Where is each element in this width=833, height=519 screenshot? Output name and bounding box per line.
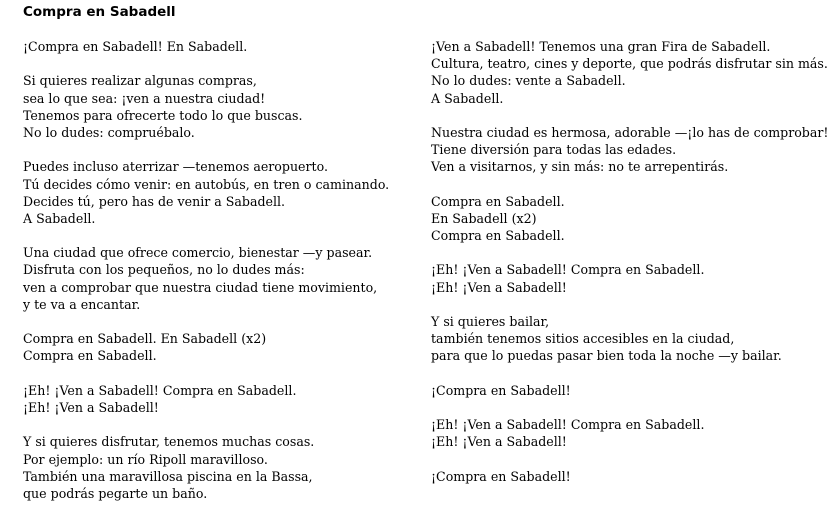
stanza xyxy=(23,244,418,313)
lyric-line: En Sabadell (x2) xyxy=(431,210,537,226)
lyric-line: Compra en Sabadell. xyxy=(431,193,565,209)
lyric-line: Compra en Sabadell. xyxy=(23,348,157,364)
stanza xyxy=(431,38,829,107)
stanza xyxy=(431,416,829,450)
lyric-line: Puedes incluso aterrizar —tenemos aeropuerto. xyxy=(23,159,328,175)
lyric-line: para que lo puedas pasar bien toda la noche —y bailar. xyxy=(431,348,782,364)
lyric-line: también tenemos sitios accesibles en la ciudad, xyxy=(431,331,735,347)
lyric-line: Si quieres realizar algunas compras, xyxy=(23,73,257,89)
lyric-line: Compra en Sabadell. xyxy=(431,228,565,244)
lyric-line: ¡Eh! ¡Ven a Sabadell! xyxy=(431,279,567,295)
lyric-line: Ven a visitarnos, y sin más: no te arrepentirás. xyxy=(431,159,729,175)
lyric-line: ¡Eh! ¡Ven a Sabadell! xyxy=(431,434,567,450)
lyric-line: También una maravillosa piscina en la Bassa, xyxy=(23,468,313,484)
lyric-line: Decides tú, pero has de venir a Sabadell. xyxy=(23,193,286,209)
lyric-line: No lo dudes: vente a Sabadell. xyxy=(431,73,626,89)
lyric-line: ¡Eh! ¡Ven a Sabadell! xyxy=(23,399,159,415)
stanza xyxy=(23,158,418,227)
lyric-line: ¡Ven a Sabadell! Tenemos una gran Fira de Sabadell. xyxy=(431,39,771,54)
lyric-line: Compra en Sabadell. En Sabadell (x2) xyxy=(23,331,267,347)
lyric-line: y te va a encantar. xyxy=(23,296,141,312)
lyric-line: A Sabadell. xyxy=(431,90,504,106)
document-title: Compra en Sabadell xyxy=(23,4,176,20)
lyric-line: Por ejemplo: un río Ripoll maravilloso. xyxy=(23,451,268,467)
stanza xyxy=(23,433,418,502)
lyric-line: sea lo que sea: ¡ven a nuestra ciudad! xyxy=(23,90,266,106)
lyric-line: No lo dudes: compruébalo. xyxy=(23,124,195,140)
stanza xyxy=(23,382,418,416)
stanza xyxy=(431,313,829,365)
stanza xyxy=(431,124,829,176)
lyric-line: ¡Compra en Sabadell! xyxy=(431,468,571,484)
lyric-line: ¡Eh! ¡Ven a Sabadell! Compra en Sabadell. xyxy=(431,262,705,278)
lyric-line: ¡Eh! ¡Ven a Sabadell! Compra en Sabadell. xyxy=(431,417,705,433)
stanza xyxy=(431,193,829,245)
stanza xyxy=(431,468,829,485)
lyric-line: Una ciudad que ofrece comercio, bienestar —y pasear. xyxy=(23,245,373,261)
lyric-line: Disfruta con los pequeños, no lo dudes más: xyxy=(23,262,305,278)
lyric-line: ¡Compra en Sabadell! En Sabadell. xyxy=(23,39,248,54)
lyric-line: Y si quieres bailar, xyxy=(431,314,550,329)
lyric-line: que podrás pegarte un baño. xyxy=(23,485,208,501)
lyrics-column-left xyxy=(23,38,418,519)
lyric-line: ¡Compra en Sabadell! xyxy=(431,382,571,398)
lyric-line: ven a comprobar que nuestra ciudad tiene movimiento, xyxy=(23,279,378,295)
stanza xyxy=(431,382,829,399)
lyric-line: Y si quieres disfrutar, tenemos muchas cosas. xyxy=(23,434,315,450)
lyric-line: Tú decides cómo venir: en autobús, en tren o caminando. xyxy=(23,176,390,192)
stanza xyxy=(431,261,829,295)
lyrics-column-right xyxy=(431,38,829,502)
lyric-line: ¡Eh! ¡Ven a Sabadell! Compra en Sabadell. xyxy=(23,382,297,398)
stanza xyxy=(23,330,418,364)
stanza xyxy=(23,72,418,141)
lyric-line: A Sabadell. xyxy=(23,210,96,226)
lyric-line: Cultura, teatro, cines y deporte, que podrás disfrutar sin más. xyxy=(431,56,828,72)
lyric-line: Tenemos para ofrecerte todo lo que buscas. xyxy=(23,107,303,123)
stanza xyxy=(23,38,418,55)
lyric-line: Nuestra ciudad es hermosa, adorable —¡lo has de comprobar! xyxy=(431,124,829,140)
lyric-line: Tiene diversión para todas las edades. xyxy=(431,142,677,158)
